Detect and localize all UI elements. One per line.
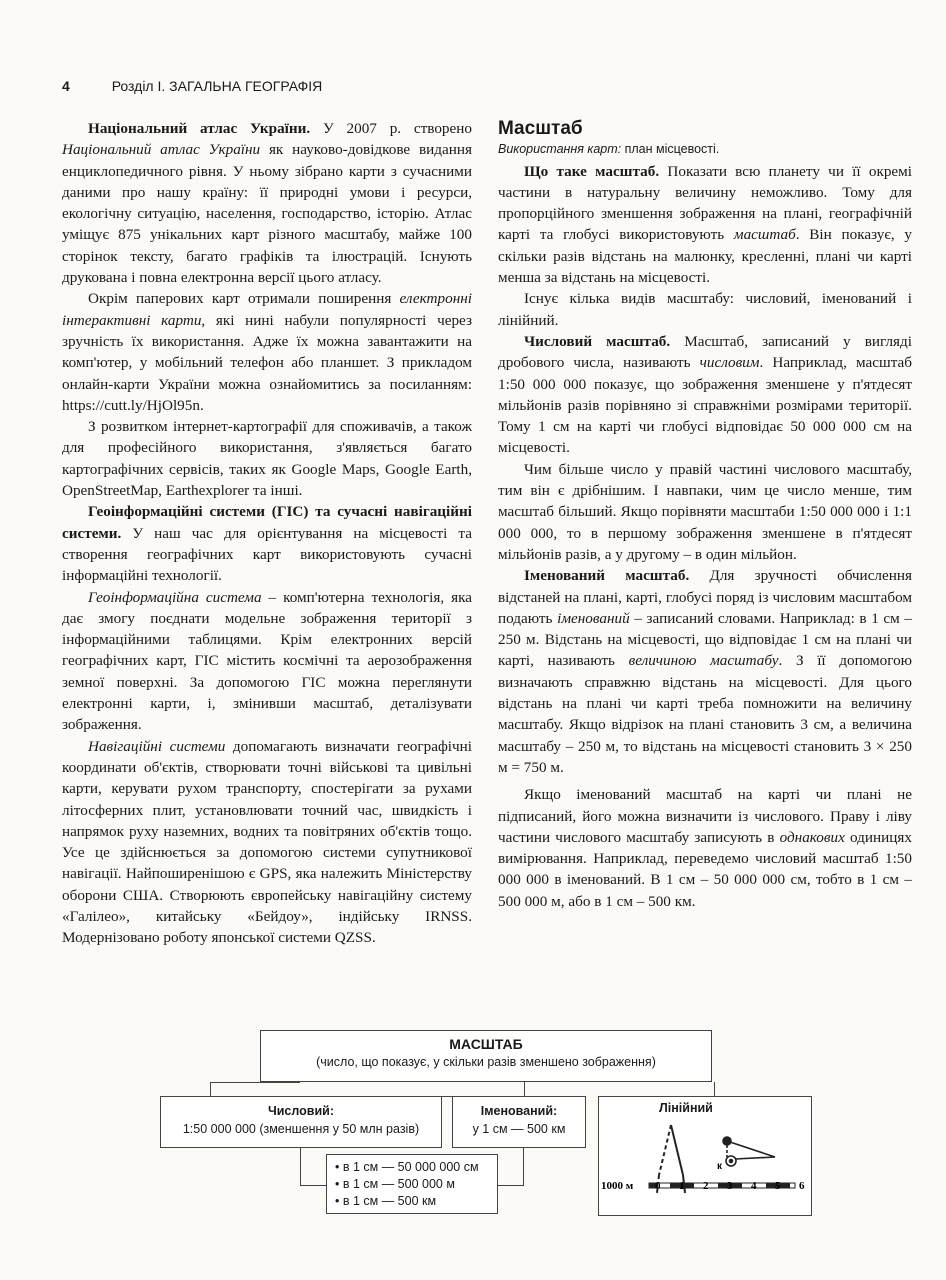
scale-bar — [649, 1183, 795, 1188]
subheading-scale — [498, 139, 912, 160]
tick-label: 2 — [703, 1180, 709, 1192]
paragraph-electronic-maps — [62, 288, 472, 416]
diagram-subtitle: (число, що показує, у скільки разів зменшено зображення) — [316, 1055, 656, 1069]
emphasis: масштаб — [733, 226, 796, 244]
scale-label: 1000 м — [601, 1180, 634, 1192]
paragraph-navigation — [62, 736, 472, 949]
emphasis: величиною масштабу — [628, 652, 779, 670]
map-objects-icon — [723, 1137, 775, 1166]
text-span: Якщо іменований масштаб на карті чи плані не підписаний, його можна визначити із числового. Праву і ліву частини числового масштабу записують в — [498, 786, 912, 846]
connector-mid-vert — [524, 1082, 525, 1096]
connector-down — [300, 1148, 301, 1186]
named-title: Іменований: — [480, 1104, 558, 1118]
text-span: Масштаб, записаний у вигляді дробового числа, називають — [498, 332, 912, 372]
left-column — [62, 118, 472, 949]
box-named — [452, 1096, 586, 1148]
text-span: , які нині набули популярності через зручність їх використання. Адже їх можна завантажити на комп'ютер, у мобільний телефон або планшет. З прикладом онлайн-карти України можна ознайомитись за посиланням: https://cutt.ly/HjOl95n. — [62, 311, 472, 414]
diagram-title: МАСШТАБ — [449, 1036, 523, 1052]
connector-to-conversion — [300, 1185, 326, 1186]
emphasis: однакових — [779, 828, 845, 846]
emphasis: іменований — [557, 609, 630, 627]
tick-label: 4 — [751, 1180, 757, 1192]
linear-scale-illustration — [599, 1117, 811, 1215]
named-value: у 1 см — 500 км — [472, 1122, 566, 1136]
paragraph-conversion — [498, 784, 912, 912]
emphasis: числовим — [699, 354, 760, 372]
lead-named-scale: Іменований масштаб. — [524, 567, 690, 585]
lead-gis: Геоінформаційні системи (ГІС) та сучасні навігаційні системи. — [62, 503, 472, 542]
conversion-line: • в 1 см — 50 000 000 см — [335, 1160, 479, 1174]
paragraph-named-scale — [498, 565, 912, 778]
k-label: к — [717, 1161, 723, 1172]
paragraph-gis — [62, 501, 472, 586]
tick-label: 0 — [655, 1180, 661, 1192]
box-numeric — [160, 1096, 442, 1148]
emphasis: Національний атлас України — [62, 141, 261, 159]
tick-label: 5 — [775, 1180, 781, 1192]
tick-label: 6 — [799, 1180, 805, 1192]
numeric-title: Числовий: — [267, 1104, 335, 1118]
page-header — [62, 78, 322, 94]
section-title: Розділ І. ЗАГАЛЬНА ГЕОГРАФІЯ — [111, 78, 323, 94]
paragraph-scale-comparison: Чим більше число у правій частині числового масштабу, тим він є дрібнішим. І навпаки, чим це число менше, тим масштаб більший. Якщо порівняти масштаби 1:50 000 000 і 1:1 000 000, то в першому зображення зменшене в п'ятдесят мільйонів разів, а у другому – в один мільйон. — [498, 460, 912, 563]
paragraph-scale-types: Існує кілька видів масштабу: числовий, іменований і лінійний. — [498, 290, 912, 329]
text-span: план місцевості. — [621, 142, 720, 157]
text-span: як науково-довідкове видання енциклопедичного рівня. У ньому зібрано карти з сучасними даними про нашу країну: її природні умови і ресурси, екологічну ситуацію, населення, господарство, історію. Атлас уміщує 875 унікальних карт різного масштабу, майже 100 сторінок тексту, багато графіків та ілюстрацій. Існують друкована і повна електронна версії цього атласу. — [62, 141, 472, 287]
connector-up — [523, 1148, 524, 1186]
text-span: Показати всю планету чи її окремі частини в натуральну величину неможливо. Тому для пропорційного зменшення зображення на плані, географічній карті та глобусі використовують — [498, 162, 913, 244]
text-span: – комп'ютерна технологія, яка дає змогу поєднати модельне зображення території з інформаційними таблицями. Крім електронних версій географічних карт, ГІС містить космічні та аерозображення земної поверхні. За допомогою ГІС можна переглянути електронні карти, і, змінивши масштаб, деталізувати зображення. — [62, 588, 472, 734]
box-scale — [260, 1030, 712, 1082]
tick-label: 3 — [727, 1180, 733, 1192]
emphasis: Навігаційні системи — [88, 737, 226, 755]
paragraph-national-atlas — [62, 118, 472, 288]
connector-right-vert — [714, 1082, 715, 1096]
text-span: одиницях вимірювання. Наприклад, переведемо числовий масштаб 1:50 000 000 в іменований. В 1 см – 50 000 000 см, тобто в 1 см – 500 000 м, або в 1 см – 500 км. — [498, 828, 912, 910]
numeric-value: 1:50 000 000 (зменшення у 50 млн разів) — [182, 1122, 420, 1136]
paragraph-internet-cartography: З розвитком інтернет-картографії для споживачів, а також для професійного використання, з'являється багато картографічних сервісів, таких як Google Maps, Google Earth, OpenStreetMap, Earthexplorer та інші. — [62, 418, 472, 500]
heading-scale: Масштаб — [498, 118, 583, 139]
text-span: – записаний словами. Наприклад: в 1 см – 250 м. Відстань на місцевості, що відповідає 1 см на плані чи карті, називають — [498, 609, 912, 670]
box-conversion — [326, 1154, 498, 1214]
conversion-line: • в 1 см — 500 км — [335, 1194, 437, 1208]
lead-what-is-scale: Що таке масштаб. — [524, 162, 660, 180]
text-span: . Наприклад, масштаб 1:50 000 000 показує, що зображення зменшене у п'ятдесят мільйонів разів порівняно зі справжніми розмірами території. Тому 1 см на карті чи глобусі відповідає 50 000 000 см на місцевості. — [498, 354, 912, 457]
tick-label: 1 — [679, 1180, 685, 1192]
text-span: . З її допомогою визначають справжню відстань на місцевості. Для цього відстань на плані чи карті треба помножити на величину масштабу. Якщо відрізок на плані становить 3 см, а величина масштабу – 250 м, то відстань на місцевості становить 3 × 250 м = 750 м. — [498, 652, 913, 776]
box-linear — [598, 1096, 812, 1216]
text-span: У наш час для орієнтування на місцевості та створення географічних карт використовують сучасні інформаційні технології. — [62, 524, 472, 585]
emphasis: електронні інтерактивні карти — [62, 290, 472, 329]
right-column — [498, 118, 912, 912]
paragraph-gis-definition — [62, 587, 472, 736]
linear-title: Лінійний — [659, 1101, 713, 1115]
text-span: . Він показує, у скільки разів відстань на малюнку, кресленні, плані чи карті менша за відстань на місцевості. — [498, 226, 912, 287]
conversion-line: • в 1 см — 500 000 м — [335, 1177, 455, 1191]
text-span: Для зручності обчислення відстаней на плані, карті, глобусі поряд із числовим масштабом подають — [498, 567, 912, 627]
text-span: допомагають визначати географічні координати об'єктів, створювати точні військові та цивільні карти, керувати рухом транспорту, спостерігати за рухами літосферних плит, установлювати точний час, швидкість і напрямок руху наземних, водних та повітряних об'єктів тощо. Усе це здійснюється за допомогою системи супутникової навігації. Найпоширенішою є GPS, яка належить Міністерству оборони США. Створюють європейську навігаційну систему «Галілео», китайську «Бейдоу», індійську IRNSS. Модернізовано роботу японської системи QZSS. — [62, 737, 473, 947]
arrow-numeric-to-named — [442, 1096, 452, 1097]
connector-left-horiz — [210, 1082, 300, 1083]
scale-diagram — [160, 1030, 820, 1230]
emphasis: Геоінформаційна система — [88, 588, 262, 606]
page-number: 4 — [62, 78, 70, 94]
text-span: Окрім паперових карт отримали поширення — [88, 290, 400, 308]
lead-national-atlas: Національний атлас України. — [88, 120, 311, 137]
paragraph-what-is-scale — [498, 161, 912, 289]
lead-numeric-scale: Числовий масштаб. — [524, 332, 671, 350]
paragraph-numeric-scale — [498, 331, 912, 459]
emphasis: Використання карт: — [498, 142, 622, 157]
connector-from-conversion — [498, 1185, 524, 1186]
text-span: У 2007 р. створено — [310, 120, 472, 137]
connector-left-vert — [210, 1082, 211, 1096]
